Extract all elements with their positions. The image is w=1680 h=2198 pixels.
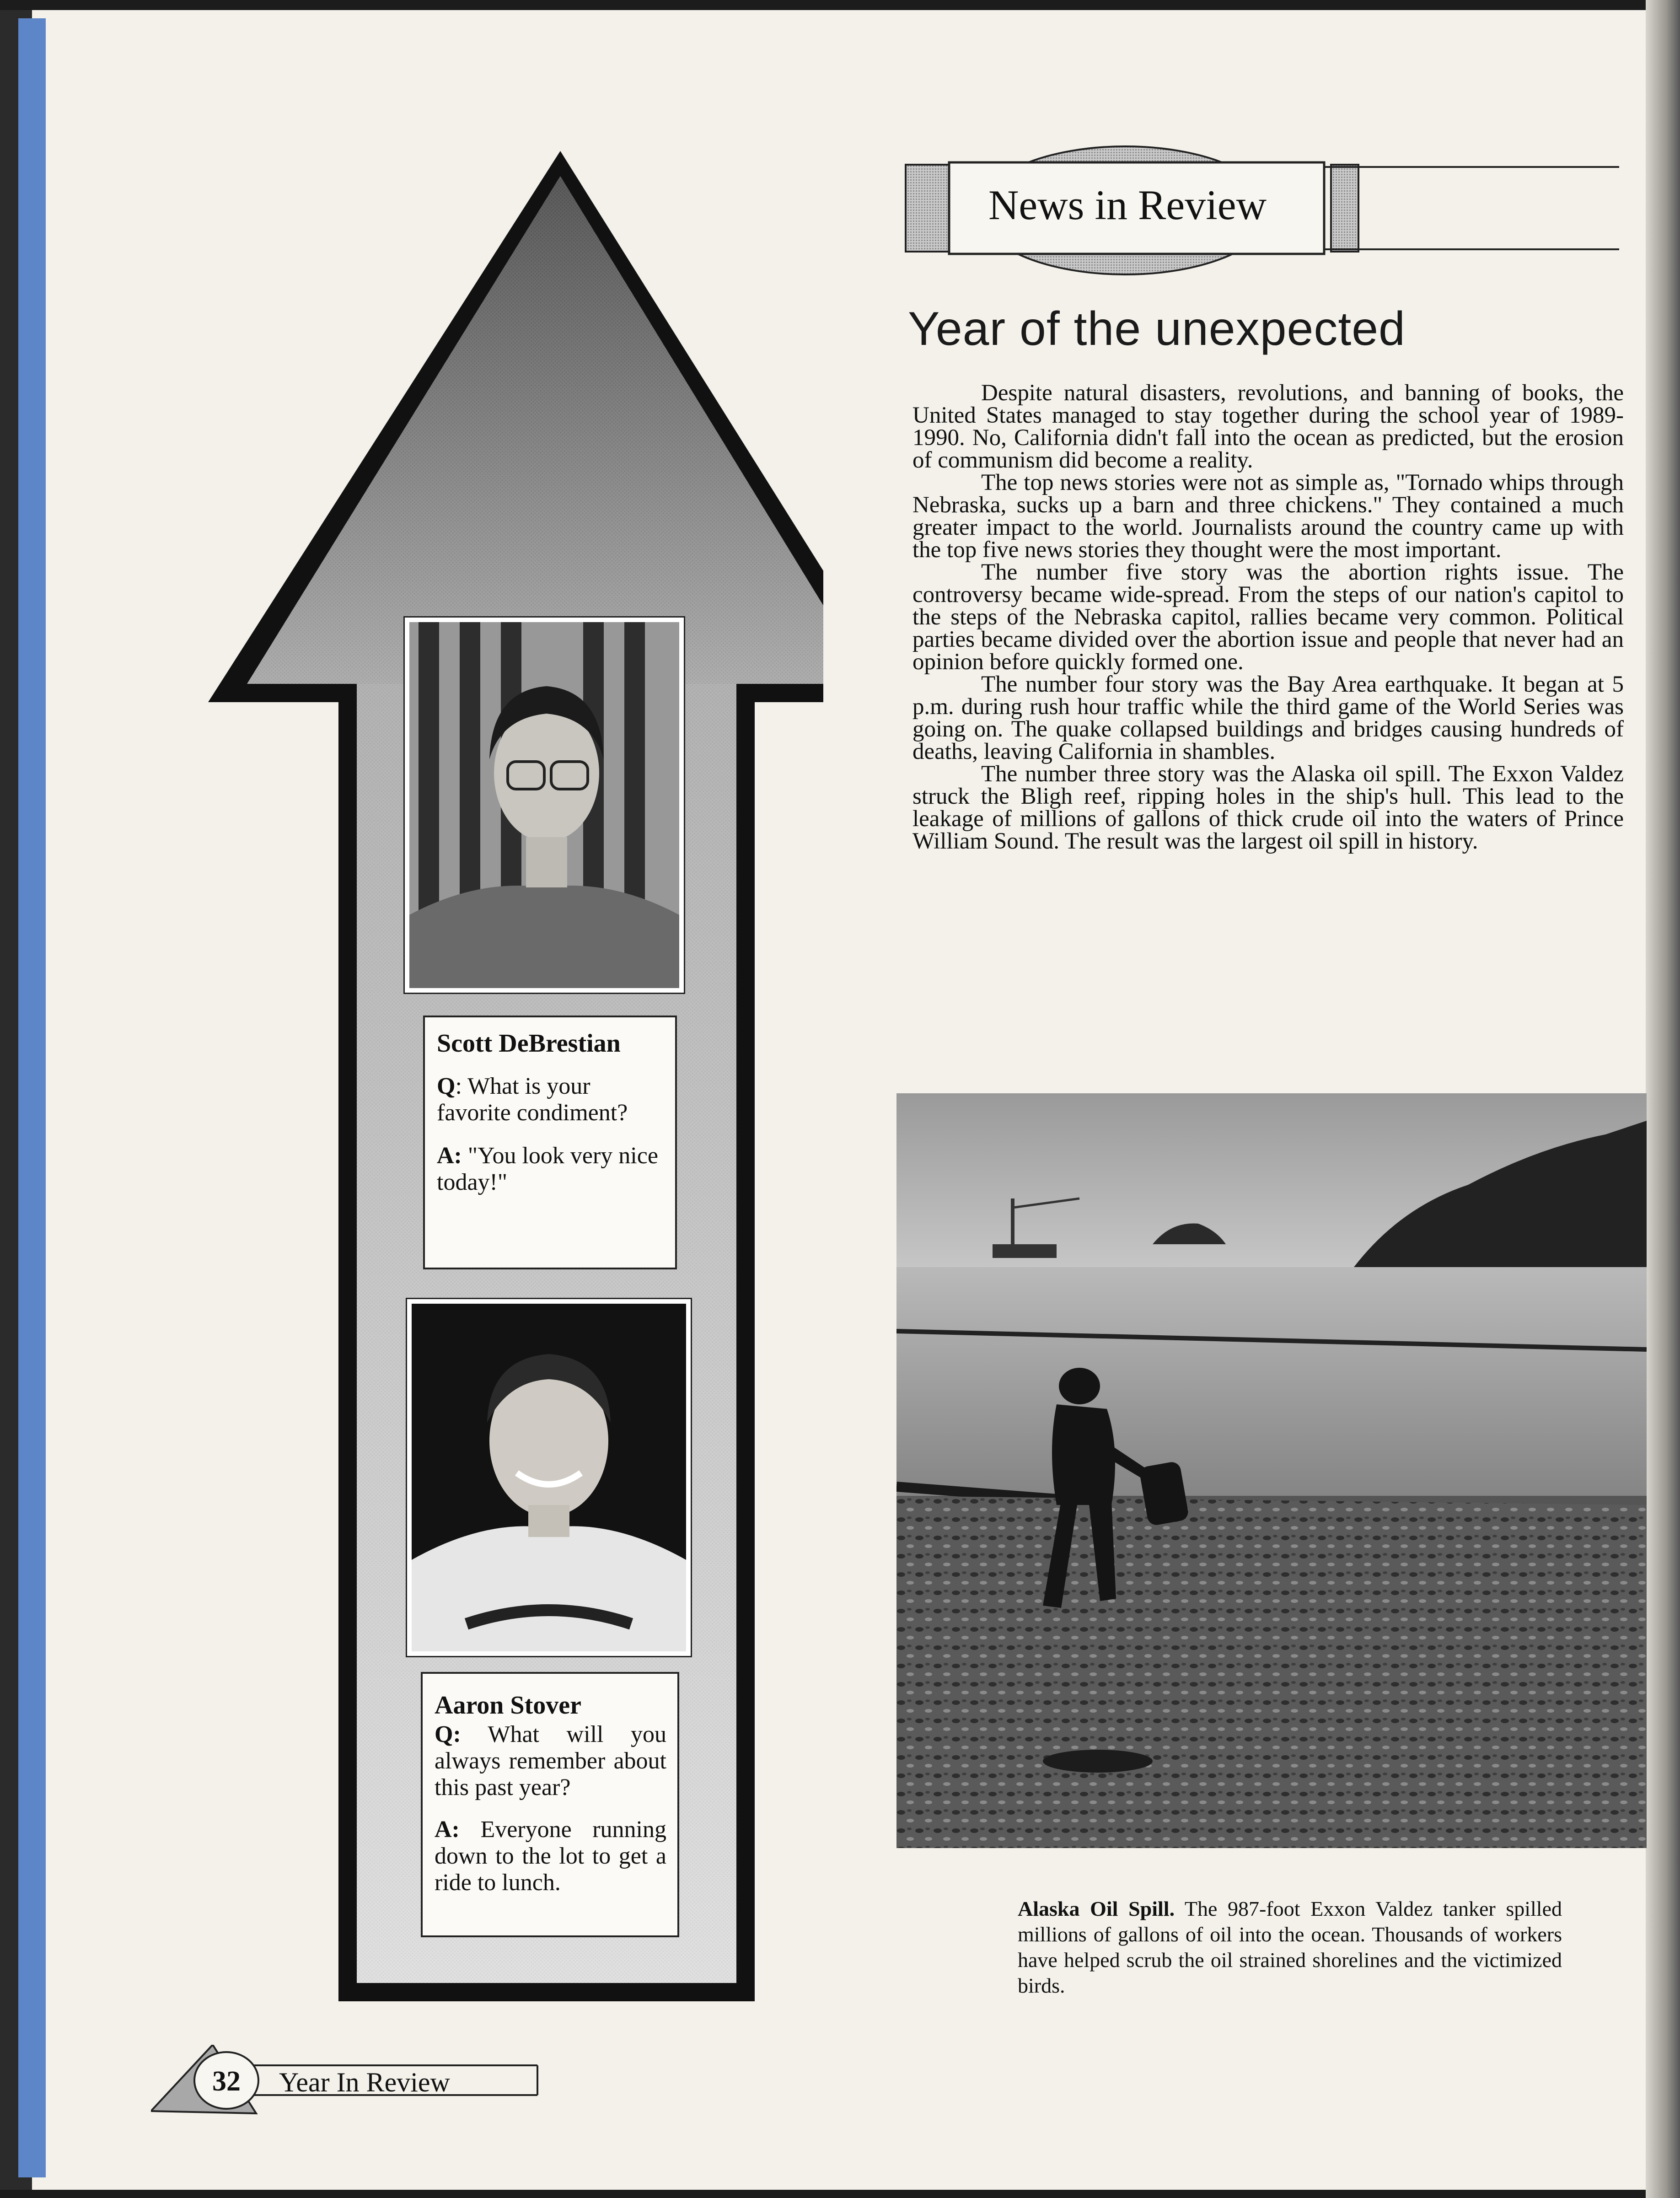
article-paragraph: The number five story was the abortion rights issue. The controversy became wide-spread. From the steps of our nation's capitol to the steps of the Nebraska capitol, rallies became very common. Political parties became divided over the abortion issue and people that never had an opinion before quickly formed one. [912, 559, 1624, 675]
profile-name: Aaron Stover [435, 1691, 581, 1720]
page-right-edge [1646, 0, 1680, 2198]
aaron-portrait-photo [407, 1299, 691, 1656]
profile-name: Scott DeBrestian [437, 1029, 621, 1058]
up-arrow-graphic [0, 0, 823, 2058]
photo-caption [1018, 1896, 1562, 1999]
caption-text: The 987-foot Exxon Valdez tanker spilled millions of gallons of oil into the ocean. Thousands of workers have helped scrub the oil strained shorelines and the victimized birds. [1018, 1897, 1562, 1997]
scott-qa-box [423, 1016, 677, 1269]
article-paragraph: The top news stories were not as simple as, "Tornado whips through Nebraska, sucks up a barn and three chickens." They contained a much greater impact to the world. Journalists around the country came up with the top five news stories they thought were the most important. [912, 470, 1624, 563]
page-bottom-edge [0, 2190, 1680, 2198]
scott-portrait-photo [405, 618, 684, 993]
aaron-qa-box [421, 1672, 679, 1937]
article-paragraph: Despite natural disasters, revolutions, and banning of books, the United States managed to stay together during the school year of 1989-1990. No, California didn't fall into the ocean as predicted, but the erosion of communism did become a reality. [912, 380, 1624, 473]
article-headline: Year of the unexpected [908, 302, 1406, 355]
profile-question: Q: What will you always remember about this past year? [435, 1721, 666, 1800]
caption-title: Alaska Oil Spill. [1018, 1897, 1175, 1920]
profile-answer: A: "You look very nice today!" [437, 1143, 658, 1195]
oil-spill-photo [896, 1093, 1647, 1848]
page-number: 32 [212, 2066, 241, 2097]
banner-title: News in Review [988, 182, 1267, 228]
article-paragraph: The number four story was the Bay Area earthquake. It began at 5 p.m. during rush hour traffic while the third game of the World Series was going on. The quake collapsed buildings and bridges causing hundreds of deaths, leaving California in shambles. [912, 672, 1624, 764]
profile-question: Q: What is your favorite condiment? [437, 1073, 628, 1126]
section-label: Year In Review [279, 2067, 450, 2097]
article-paragraph: The number three story was the Alaska oil spill. The Exxon Valdez struck the Bligh reef, ripping holes in the ship's hull. This lead to the leakage of millions of gallons of thick crude oil into the waters of Prince William Sound. The result was the largest oil spill in history. [912, 761, 1624, 854]
profile-answer: A: Everyone running down to the lot to get a ride to lunch. [435, 1816, 666, 1896]
article-body [912, 382, 1624, 853]
